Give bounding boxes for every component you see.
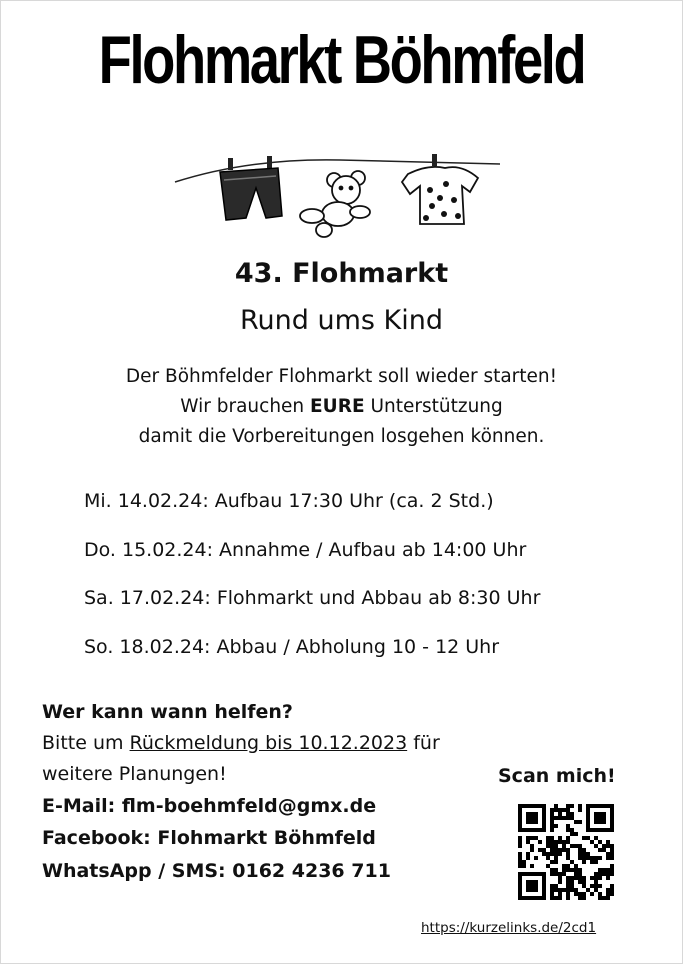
qr-module <box>610 868 614 872</box>
qr-module <box>606 868 610 872</box>
qr-module <box>570 804 574 808</box>
qr-module <box>558 888 562 892</box>
intro-line-3: damit die Vorbereitungen losgehen können. <box>138 426 545 447</box>
qr-module <box>558 836 562 840</box>
qr-module <box>566 816 570 820</box>
qr-module <box>566 892 570 896</box>
qr-module <box>546 852 550 856</box>
intro-line-2-start: Wir brauchen <box>180 396 311 417</box>
qr-module <box>554 860 558 864</box>
qr-module <box>590 892 594 896</box>
qr-module <box>594 856 598 860</box>
qr-module <box>578 880 582 884</box>
qr-module <box>582 892 586 896</box>
feedback-request-start: Bitte um <box>42 732 130 754</box>
qr-module <box>574 864 578 868</box>
qr-module <box>554 856 558 860</box>
qr-module <box>590 840 594 844</box>
qr-finder <box>586 804 614 832</box>
qr-module <box>558 872 562 876</box>
qr-module <box>578 892 582 896</box>
qr-module <box>550 848 554 852</box>
qr-module <box>598 848 602 852</box>
page-title: Flohmarkt Böhmfeld <box>98 22 585 98</box>
qr-module <box>606 852 610 856</box>
qr-module <box>546 840 550 844</box>
qr-module <box>542 848 546 852</box>
qr-module <box>550 872 554 876</box>
contact-facebook[interactable]: Facebook: Flohmarkt Böhmfeld <box>42 827 376 849</box>
qr-module <box>578 804 582 808</box>
qr-module <box>598 884 602 888</box>
qr-module <box>570 844 574 848</box>
qr-module <box>566 880 570 884</box>
qr-module <box>546 856 550 860</box>
qr-module <box>566 812 570 816</box>
qr-module <box>566 868 570 872</box>
qr-module <box>546 864 550 868</box>
feedback-request-line-2: weitere Planungen! <box>42 763 227 785</box>
qr-module <box>598 856 602 860</box>
qr-module <box>530 836 534 840</box>
qr-code[interactable] <box>518 804 614 900</box>
qr-module <box>570 816 574 820</box>
qr-module <box>538 840 542 844</box>
qr-module <box>518 844 522 848</box>
qr-module <box>534 856 538 860</box>
qr-module <box>606 892 610 896</box>
qr-module <box>550 868 554 872</box>
qr-module <box>554 896 558 900</box>
qr-module <box>610 852 614 856</box>
feedback-deadline: Rückmeldung bis 10.12.2023 <box>129 732 408 754</box>
qr-module <box>598 876 602 880</box>
qr-module <box>602 896 606 900</box>
qr-module <box>582 848 586 852</box>
qr-module <box>594 844 598 848</box>
qr-module <box>570 876 574 880</box>
qr-module <box>554 872 558 876</box>
qr-module <box>550 808 554 812</box>
qr-module <box>566 836 570 840</box>
contact-email[interactable]: E-Mail: flm-boehmfeld@gmx.de <box>42 795 377 817</box>
qr-module <box>566 828 570 832</box>
qr-module <box>554 804 558 808</box>
qr-module <box>578 876 582 880</box>
qr-module <box>550 852 554 856</box>
qr-module <box>550 844 554 848</box>
qr-module <box>550 892 554 896</box>
qr-module <box>554 816 558 820</box>
qr-module <box>546 844 550 848</box>
qr-module <box>586 888 590 892</box>
qr-module <box>558 848 562 852</box>
qr-module <box>606 856 610 860</box>
schedule-item: Mi. 14.02.24: Aufbau 17:30 Uhr (ca. 2 Std.) <box>84 490 494 512</box>
qr-module <box>570 828 574 832</box>
qr-module <box>550 896 554 900</box>
qr-module <box>574 892 578 896</box>
qr-module <box>550 828 554 832</box>
qr-module <box>562 844 566 848</box>
qr-module <box>566 876 570 880</box>
qr-module <box>590 860 594 864</box>
qr-module <box>598 868 602 872</box>
qr-module <box>522 860 526 864</box>
qr-module <box>566 896 570 900</box>
qr-module <box>578 856 582 860</box>
qr-module <box>574 832 578 836</box>
qr-module <box>538 848 542 852</box>
qr-module <box>518 852 522 856</box>
qr-module <box>582 860 586 864</box>
qr-module <box>526 836 530 840</box>
qr-module <box>566 804 570 808</box>
feedback-request <box>42 728 440 758</box>
qr-module <box>554 848 558 852</box>
qr-module <box>550 840 554 844</box>
qr-module <box>594 880 598 884</box>
qr-module <box>578 844 582 848</box>
qr-module <box>594 884 598 888</box>
qr-module <box>558 816 562 820</box>
contact-whatsapp[interactable]: WhatsApp / SMS: 0162 4236 711 <box>42 860 391 882</box>
qr-module <box>586 852 590 856</box>
qr-module <box>542 852 546 856</box>
qr-module <box>598 896 602 900</box>
qr-module <box>530 848 534 852</box>
feedback-request-end: für <box>407 732 440 754</box>
qr-module <box>558 880 562 884</box>
qr-module <box>558 812 562 816</box>
qr-module <box>534 836 538 840</box>
shirt-icon <box>402 154 478 224</box>
qr-module <box>586 856 590 860</box>
schedule-item: Sa. 17.02.24: Flohmarkt und Abbau ab 8:30 Uhr <box>84 587 541 609</box>
qr-module <box>522 864 526 868</box>
qr-module <box>550 884 554 888</box>
intro-line-2 <box>0 392 683 422</box>
qr-module <box>566 840 570 844</box>
schedule-item: Do. 15.02.24: Annahme / Aufbau ab 14:00 Uhr <box>84 539 527 561</box>
qr-module <box>526 840 530 844</box>
qr-module <box>554 840 558 844</box>
qr-module <box>574 844 578 848</box>
qr-module <box>574 820 578 824</box>
qr-module <box>570 884 574 888</box>
qr-module <box>574 868 578 872</box>
qr-module <box>558 896 562 900</box>
qr-module <box>550 820 554 824</box>
qr-module <box>606 844 610 848</box>
qr-module <box>590 884 594 888</box>
qr-module <box>554 808 558 812</box>
qr-module <box>518 856 522 860</box>
qr-module <box>610 888 614 892</box>
qr-module <box>566 848 570 852</box>
qr-module <box>582 852 586 856</box>
qr-module <box>578 872 582 876</box>
qr-module <box>582 880 586 884</box>
qr-finder <box>518 872 546 900</box>
qr-module <box>562 848 566 852</box>
qr-module <box>570 888 574 892</box>
qr-module <box>582 884 586 888</box>
qr-module <box>550 860 554 864</box>
qr-module <box>606 876 610 880</box>
qr-module <box>550 812 554 816</box>
qr-module <box>562 872 566 876</box>
qr-module <box>574 876 578 880</box>
qr-module <box>606 872 610 876</box>
qr-module <box>582 836 586 840</box>
qr-module <box>562 840 566 844</box>
qr-module <box>554 824 558 828</box>
help-question: Wer kann wann helfen? <box>42 701 293 723</box>
qr-module <box>610 892 614 896</box>
qr-module <box>558 876 562 880</box>
qr-module <box>578 808 582 812</box>
qr-module <box>574 888 578 892</box>
event-subtitle: Rund ums Kind <box>239 305 443 336</box>
qr-module <box>598 840 602 844</box>
qr-module <box>594 860 598 864</box>
qr-module <box>578 848 582 852</box>
qr-module <box>578 852 582 856</box>
qr-module <box>566 852 570 856</box>
qr-finder <box>518 804 546 832</box>
qr-module <box>594 876 598 880</box>
qr-module <box>578 896 582 900</box>
qr-module <box>518 836 522 840</box>
clothesline-illustration <box>170 150 510 240</box>
intro-emphasis: EURE <box>310 396 365 417</box>
scan-label: Scan mich! <box>498 765 616 787</box>
qr-module <box>546 836 550 840</box>
intro-line-1: Der Böhmfelder Flohmarkt soll wieder starten! <box>125 366 558 387</box>
qr-module <box>570 880 574 884</box>
qr-module <box>610 856 614 860</box>
qr-module <box>566 824 570 828</box>
qr-module <box>606 896 610 900</box>
qr-module <box>594 872 598 876</box>
qr-module <box>578 820 582 824</box>
qr-module <box>566 884 570 888</box>
qr-module <box>562 888 566 892</box>
qr-module <box>554 888 558 892</box>
qr-module <box>594 836 598 840</box>
qr-module <box>602 868 606 872</box>
qr-module <box>518 860 522 864</box>
qr-module <box>602 848 606 852</box>
qr-module <box>562 808 566 812</box>
qr-module <box>602 844 606 848</box>
qr-module <box>558 892 562 896</box>
qr-module <box>554 852 558 856</box>
qr-module <box>590 856 594 860</box>
qr-module <box>610 864 614 868</box>
qr-module <box>582 856 586 860</box>
qr-module <box>610 884 614 888</box>
qr-module <box>566 888 570 892</box>
qr-module <box>566 864 570 868</box>
qr-module <box>566 808 570 812</box>
qr-module <box>570 868 574 872</box>
qr-module <box>558 852 562 856</box>
qr-module <box>570 812 574 816</box>
qr-module <box>554 884 558 888</box>
qr-module <box>550 836 554 840</box>
qr-module <box>606 840 610 844</box>
qr-module <box>530 864 534 868</box>
intro-line-2-end: Unterstützung <box>364 396 503 417</box>
qr-module <box>610 844 614 848</box>
short-link[interactable]: https://kurzelinks.de/2cd1 <box>421 920 597 936</box>
qr-module <box>598 872 602 876</box>
qr-module <box>562 816 566 820</box>
event-title: 43. Flohmarkt <box>234 258 449 289</box>
qr-module <box>530 844 534 848</box>
qr-module <box>518 840 522 844</box>
qr-module <box>526 856 530 860</box>
qr-module <box>570 860 574 864</box>
qr-module <box>574 872 578 876</box>
qr-module <box>562 864 566 868</box>
qr-module <box>566 856 570 860</box>
qr-module <box>518 864 522 868</box>
qr-module <box>550 888 554 892</box>
qr-module <box>550 824 554 828</box>
qr-module <box>554 844 558 848</box>
teddy-bear-icon <box>300 171 370 237</box>
schedule-item: So. 18.02.24: Abbau / Abholung 10 - 12 Uhr <box>84 636 500 658</box>
qr-module <box>550 816 554 820</box>
qr-module <box>586 836 590 840</box>
qr-module <box>610 848 614 852</box>
qr-module <box>558 840 562 844</box>
qr-module <box>562 868 566 872</box>
qr-module <box>554 868 558 872</box>
qr-module <box>570 832 574 836</box>
qr-module <box>582 896 586 900</box>
qr-module <box>526 852 530 856</box>
qr-module <box>610 872 614 876</box>
qr-module <box>578 868 582 872</box>
qr-module <box>558 808 562 812</box>
qr-module <box>598 892 602 896</box>
qr-module <box>590 876 594 880</box>
qr-module <box>606 888 610 892</box>
qr-module <box>594 888 598 892</box>
qr-module <box>602 872 606 876</box>
qr-module <box>582 876 586 880</box>
